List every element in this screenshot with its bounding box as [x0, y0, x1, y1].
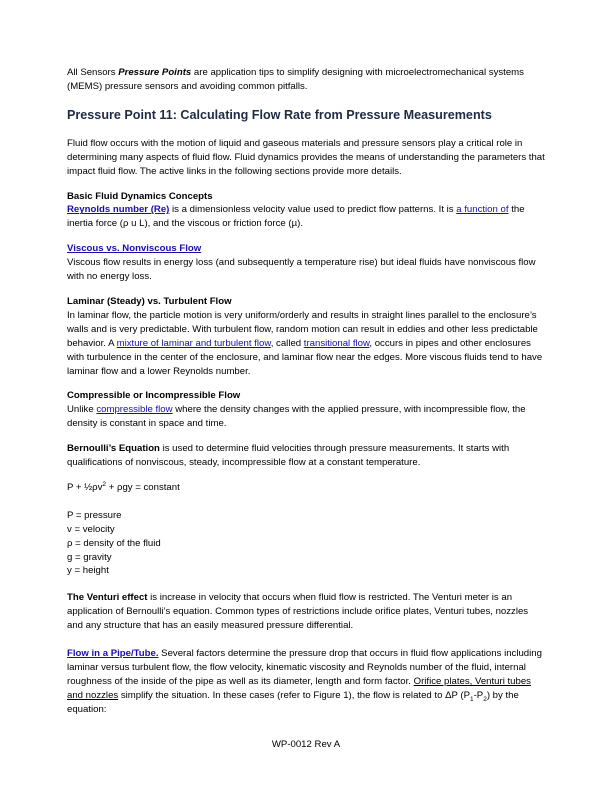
bernoulli-section	[67, 442, 545, 578]
flow-in-pipe-link[interactable]: Flow in a Pipe/Tube.	[67, 648, 159, 660]
page-footer: WP-0012 Rev A	[271, 739, 341, 750]
mixture-flow-link[interactable]: mixture of laminar and turbulent flow	[116, 337, 271, 349]
viscous-section	[67, 242, 545, 284]
orifice-text: Orifice plates, Venturi tubes and nozzles	[67, 675, 531, 701]
basics-heading: Basic Fluid Dynamics Concepts	[67, 190, 213, 202]
viscous-link[interactable]: Viscous vs. Nonviscous Flow	[67, 243, 202, 255]
compressible-flow-link[interactable]: compressible flow	[96, 404, 173, 416]
document-body	[67, 66, 545, 717]
function-of-link[interactable]: a function of	[456, 204, 509, 216]
reynolds-number-link[interactable]: Reynolds number (Re)	[67, 204, 170, 216]
compressible-heading: Compressible or Incompressible Flow	[67, 390, 241, 402]
basics-text: Reynolds number (Re) is a dimensionless velocity value used to predict flow patterns. It is a function of the inertia force (ρ u L), and the viscous or friction force (µ).	[67, 204, 525, 230]
overview-paragraph: Fluid flow occurs with the motion of liquid and gaseous materials and pressure sensors play a critical role in determining many aspects of fluid flow. Fluid dynamics provides the means of understanding the parameters that impact fluid flow. The active links in the following sections provide more details.	[67, 137, 545, 177]
compressible-text: Unlike compressible flow where the density changes with the applied pressure, with incompressible flow, the density is constant in space and time.	[67, 404, 526, 430]
compressible-section	[67, 389, 545, 431]
intro-paragraph: All Sensors Pressure Points are application tips to simplify designing with microelectromechanical systems (MEMS) pressure sensors and avoiding common pitfalls.	[67, 67, 524, 92]
laminar-heading: Laminar (Steady) vs. Turbulent Flow	[67, 295, 232, 307]
laminar-text: In laminar flow, the particle motion is very uniform/orderly and results in straight lines parallel to the enclosure’s walls and is very predictable. With turbulent flow, random motion can result in eddies and other less predictable behavior. A mixture of laminar and turbulent flow, called transitional flow, occurs in pipes and other enclosures with turbulence in the center of the enclosure, and laminar flow near the edges. More viscous fluids tend to have laminar flow and a lower Reynolds number.	[67, 309, 543, 377]
bernoulli-equation: $P + \frac{1}{2}\rho v^2 + \rho gy$ = constant	[67, 480, 180, 493]
pipe-paragraph: Flow in a Pipe/Tube. Several factors determine the pressure drop that occurs in fluid flow applications including laminar versus turbulent flow, the flow velocity, kinematic viscosity and Reynolds number of the fluid, internal roughness of the inside of the pipe as well as its diameter, length and form factor. Orifice plates, Venturi tubes and nozzles simplify the situation. In these cases (refer to Figure 1), the flow is related to ΔP $(P_1-P_2)$ by the equation:	[67, 648, 542, 715]
basics-section	[67, 190, 545, 232]
brand-name: Pressure Points	[118, 67, 192, 78]
variable-item: P = pressure	[67, 509, 122, 521]
transitional-flow-link[interactable]: transitional flow	[303, 337, 370, 349]
variable-item: v = velocity	[67, 523, 115, 535]
laminar-section	[67, 295, 545, 378]
venturi-paragraph: The Venturi effect is increase in velocity that occurs when fluid flow is restricted. The Venturi meter is an application of Bernoulli’s equation. Common types of restrictions include orifice plates, Venturi tubes, nozzles and any structure that has an easily measured pressure differential.	[67, 592, 529, 632]
variable-item: y = height	[67, 565, 109, 577]
bernoulli-text: Bernoulli’s Equation is used to determine fluid velocities through pressure measurements. It starts with qualifications of nonviscous, steady, incompressible flow at a constant temperature.	[67, 443, 510, 469]
variable-item: g = gravity	[67, 551, 112, 563]
variable-item: ρ = density of the fluid	[67, 537, 161, 549]
viscous-text: Viscous flow results in energy loss (and subsequently a temperature rise) but ideal fluids have nonviscous flow with no energy loss.	[67, 257, 536, 283]
page-title: Pressure Point 11: Calculating Flow Rate from Pressure Measurements	[67, 107, 492, 122]
variable-list	[67, 509, 545, 579]
